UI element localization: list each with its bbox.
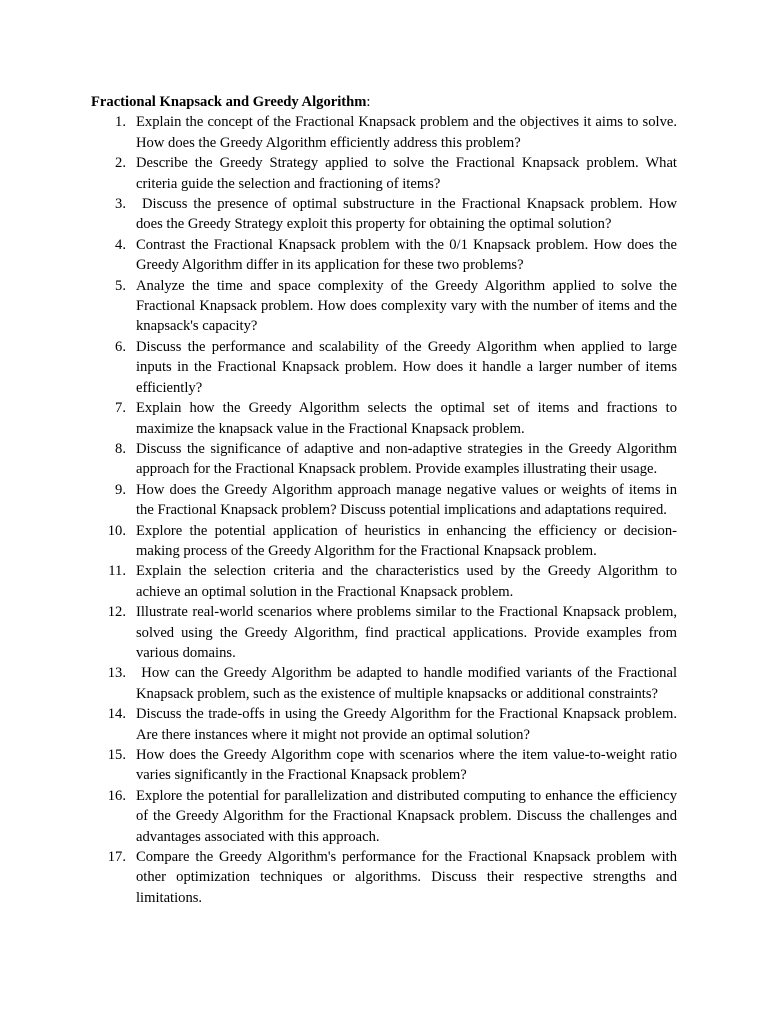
question-item — [91, 704, 677, 745]
heading-colon: : — [366, 94, 371, 110]
question-number: 4. — [115, 236, 126, 253]
question-text: Explain the selection criteria and the characteristics used by the Greedy Algorithm to achieve an optimal solution in the Fractional Knapsack problem. — [136, 563, 677, 600]
question-number: 13. — [107, 665, 126, 682]
question-text: Illustrate real-world scenarios where problems similar to the Fractional Knapsack problem, solved using the Greedy Algorithm, find practical applications. Provide examples from various domains. — [136, 604, 677, 661]
question-text: Explore the potential application of heuristics in enhancing the efficiency or decision-making process of the Greedy Algorithm for the Fractional Knapsack problem. — [136, 522, 677, 559]
question-number: 10. — [107, 522, 126, 539]
question-number: 17. — [107, 849, 126, 866]
question-item — [91, 112, 677, 153]
question-item — [91, 235, 677, 276]
question-number: 3. — [115, 196, 126, 213]
question-number: 15. — [107, 747, 126, 763]
question-item — [91, 602, 677, 663]
question-item — [91, 521, 677, 562]
question-number: 5. — [115, 277, 126, 294]
question-item — [91, 745, 677, 786]
question-item — [91, 847, 677, 908]
question-item — [91, 153, 677, 194]
question-number: 9. — [115, 481, 126, 498]
question-number: 8. — [115, 440, 126, 457]
question-text: How does the Greedy Algorithm approach manage negative values or weights of items in the Fractional Knapsack problem? Discuss potential implications and adaptations required. — [136, 481, 677, 519]
question-text: Explain how the Greedy Algorithm selects the optimal set of items and fractions to maximize the knapsack value in the Fractional Knapsack problem. — [136, 400, 677, 437]
question-number: 1. — [115, 114, 126, 131]
question-number: 16. — [107, 787, 126, 804]
question-item — [91, 786, 677, 847]
question-item — [91, 439, 677, 480]
question-number: 6. — [115, 338, 126, 355]
question-text: Discuss the presence of optimal substructure in the Fractional Knapsack problem. How does the Greedy Strategy exploit this property for obtaining the optimal solution? — [136, 196, 677, 233]
question-item — [91, 480, 677, 521]
question-item — [91, 276, 677, 337]
question-text: Discuss the trade-offs in using the Greedy Algorithm for the Fractional Knapsack problem. Are there instances where it might not provide an optimal solution? — [136, 706, 677, 743]
document-heading — [91, 92, 677, 112]
question-item — [91, 561, 677, 602]
question-text: Explore the potential for parallelization and distributed computing to enhance the efficiency of the Greedy Algorithm for the Fractional Knapsack problem. Discuss the challenges and advantages associated with this approach. — [136, 787, 677, 845]
question-text: Discuss the performance and scalability of the Greedy Algorithm when applied to large inputs in the Fractional Knapsack problem. How does it handle a larger number of items efficiently? — [136, 338, 677, 396]
question-number: 11. — [108, 563, 126, 580]
heading-title: Fractional Knapsack and Greedy Algorithm — [91, 94, 367, 110]
question-item — [91, 398, 677, 439]
question-number: 2. — [115, 155, 126, 172]
question-text: Compare the Greedy Algorithm's performance for the Fractional Knapsack problem with other optimization techniques or algorithms. Discuss their respective strengths and limitations. — [136, 849, 677, 906]
question-item — [91, 194, 677, 235]
document-page — [91, 92, 677, 908]
question-text: How does the Greedy Algorithm cope with scenarios where the item value-to-weight ratio varies significantly in the Fractional Knapsack problem? — [136, 747, 677, 784]
question-text: How can the Greedy Algorithm be adapted to handle modified variants of the Fractional Knapsack problem, such as the existence of multiple knapsacks or additional constraints? — [136, 665, 677, 702]
question-item — [91, 663, 677, 704]
question-text: Contrast the Fractional Knapsack problem with the 0/1 Knapsack problem. How does the Greedy Algorithm differ in its application for these two problems? — [136, 236, 677, 274]
question-item — [91, 337, 677, 398]
question-number: 14. — [107, 706, 126, 723]
question-text: Explain the concept of the Fractional Knapsack problem and the objectives it aims to solve. How does the Greedy Algorithm efficiently address this problem? — [136, 114, 677, 151]
question-number: 12. — [107, 604, 126, 621]
question-list — [91, 112, 677, 908]
question-number: 7. — [115, 400, 126, 417]
question-text: Describe the Greedy Strategy applied to solve the Fractional Knapsack problem. What criteria guide the selection and fractioning of items? — [136, 155, 677, 192]
question-text: Discuss the significance of adaptive and non-adaptive strategies in the Greedy Algorithm approach for the Fractional Knapsack problem. Provide examples illustrating their usage. — [136, 440, 677, 478]
question-text: Analyze the time and space complexity of the Greedy Algorithm applied to solve the Fractional Knapsack problem. How does complexity vary with the number of items and the knapsack's capacity? — [136, 277, 677, 335]
